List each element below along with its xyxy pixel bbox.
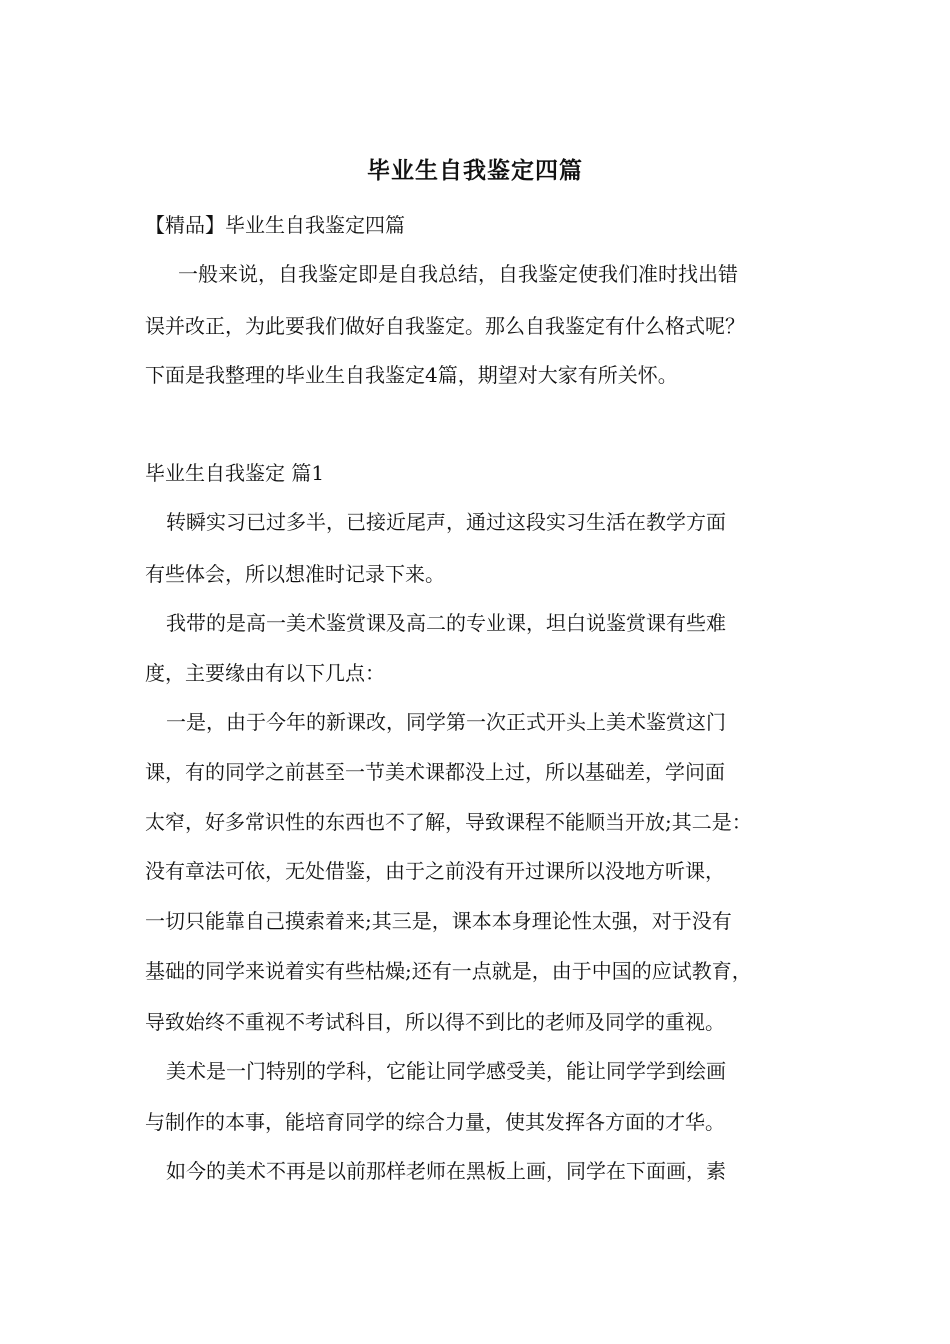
subtitle: 【精品】毕业生自我鉴定四篇	[145, 213, 405, 237]
paragraph-line: 一般来说，自我鉴定即是自我总结，自我鉴定使我们准时找出错	[178, 262, 738, 286]
section-heading: 毕业生自我鉴定 篇1	[145, 461, 325, 485]
paragraph-line: 课，有的同学之前甚至一节美术课都没上过，所以基础差，学问面	[145, 760, 725, 784]
paragraph-line: 如今的美术不再是以前那样老师在黑板上画，同学在下面画，素	[166, 1159, 726, 1183]
paragraph-line: 与制作的本事，能培育同学的综合力量，使其发挥各方面的才华。	[145, 1110, 725, 1134]
document-title: 毕业生自我鉴定四篇	[367, 157, 583, 184]
paragraph-line: 一切只能靠自己摸索着来;其三是，课本本身理论性太强，对于没有	[145, 909, 732, 933]
paragraph-line: 一是，由于今年的新课改，同学第一次正式开头上美术鉴赏这门	[166, 710, 726, 734]
paragraph-line: 下面是我整理的毕业生自我鉴定4篇，期望对大家有所关怀。	[145, 363, 678, 387]
paragraph-line: 度，主要缘由有以下几点：	[145, 661, 385, 685]
paragraph-line: 我带的是高一美术鉴赏课及高二的专业课，坦白说鉴赏课有些难	[166, 611, 726, 635]
paragraph-line: 基础的同学来说着实有些枯燥;还有一点就是，由于中国的应试教育，	[145, 959, 752, 983]
paragraph-line: 没有章法可依，无处借鉴，由于之前没有开过课所以没地方听课，	[145, 859, 725, 883]
paragraph-line: 有些体会，所以想准时记录下来。	[145, 562, 445, 586]
paragraph-line: 太窄，好多常识性的东西也不了解，导致课程不能顺当开放;其二是：	[145, 810, 752, 834]
paragraph-line: 导致始终不重视不考试科目，所以得不到比的老师及同学的重视。	[145, 1010, 725, 1034]
paragraph-line: 误并改正，为此要我们做好自我鉴定。那么自我鉴定有什么格式呢？	[145, 314, 745, 338]
paragraph-line: 转瞬实习已过多半，已接近尾声，通过这段实习生活在教学方面	[166, 510, 726, 534]
paragraph-line: 美术是一门特别的学科，它能让同学感受美，能让同学学到绘画	[166, 1059, 726, 1083]
